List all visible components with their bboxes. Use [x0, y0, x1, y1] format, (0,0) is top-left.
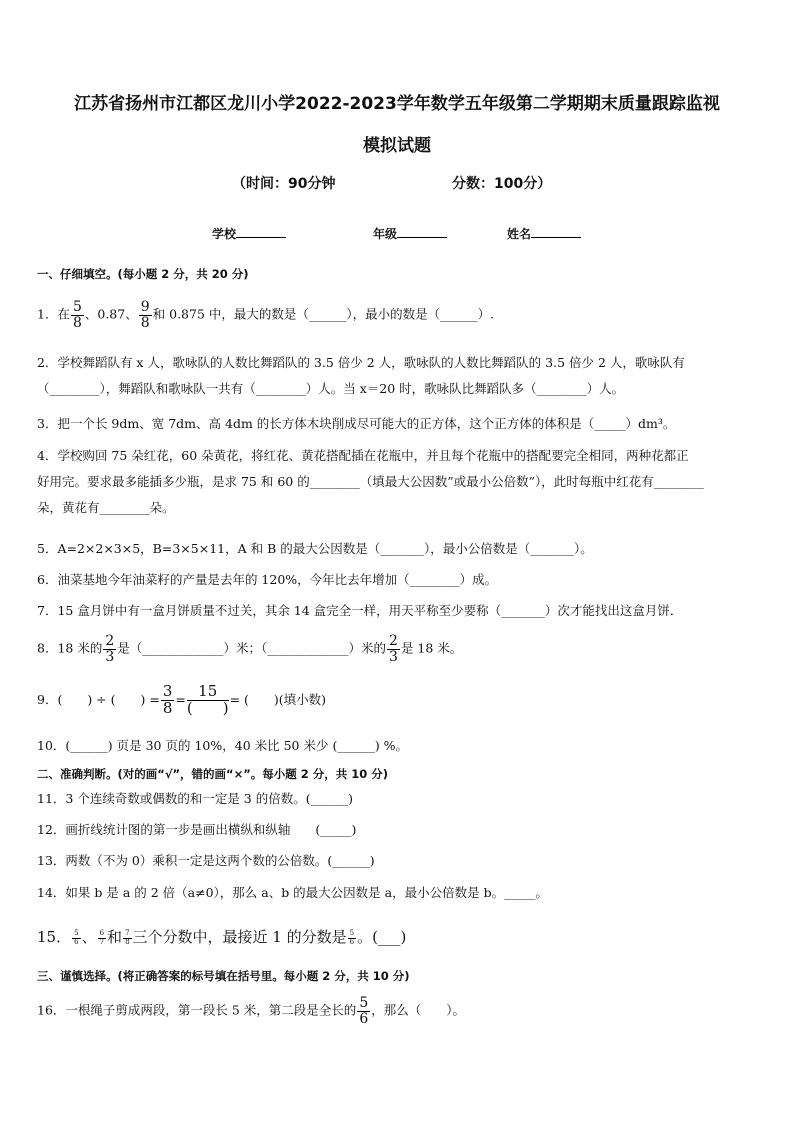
q15-f4-den: 6 — [349, 937, 355, 946]
q8-fraction-1 — [103, 634, 116, 664]
question-11: 11．3 个连续奇数或偶数的和一定是 3 的倍数。(______) — [37, 791, 353, 806]
q15-text-b: 三个分数中，最接近 1 的分数是 — [132, 928, 347, 946]
q9-equals: = — [175, 691, 186, 707]
q9-f1-den: 8 — [162, 698, 173, 717]
q1-f1-den: 8 — [72, 314, 82, 331]
grade-field — [373, 225, 447, 242]
q1-fraction-2 — [139, 300, 152, 330]
q9-f2-den: ( ) — [186, 698, 229, 717]
page-title-line2: 模拟试题 — [363, 136, 431, 156]
name-field — [507, 225, 581, 242]
q15-f2-den: 7 — [99, 937, 105, 946]
q8-text-a: 8．18 米的 — [37, 640, 103, 656]
q15-fraction-4 — [348, 930, 356, 946]
q15-f4-num: 5 — [349, 929, 355, 938]
q4-line-3: 朵，黄花有________朵。 — [37, 500, 175, 515]
q15-f3-den: 8 — [125, 937, 130, 946]
q16-f-den: 6 — [359, 1010, 369, 1027]
q8-f1-num: 2 — [105, 633, 115, 649]
question-13: 13．两数（不为 0）乘积一定是这两个数的公倍数。(______) — [37, 853, 375, 868]
q1-fraction-1 — [71, 300, 84, 330]
exam-score: 分数：100分） — [452, 176, 552, 192]
q1-text-a: 1．在 — [37, 306, 70, 322]
q15-f3-num: 7 — [125, 929, 130, 938]
question-4 — [37, 443, 762, 521]
q8-f2-num: 2 — [389, 633, 398, 649]
q15-f2-num: 6 — [99, 929, 105, 938]
q9-fraction-1 — [161, 684, 175, 717]
question-12: 12．画折线统计图的第一步是画出横纵和纵轴 (_____) — [37, 822, 357, 837]
question-6: 6．油菜基地今年油菜籽的产量是去年的 120%，今年比去年增加（________）成。 — [37, 572, 498, 587]
page-title: 江苏省扬州市江都区龙川小学2022-2023学年数学五年级第二学期期末质量跟踪监视 — [74, 94, 720, 114]
section-1-heading: 一、仔细填空。(每小题 2 分，共 20 分) — [37, 267, 249, 281]
q16-text-a: 16．一根绳子剪成两段，第一段长 5 米，第二段是全长的 — [37, 1002, 357, 1018]
section-2-heading: 二、准确判断。(对的画“√”，错的画“×”。每小题 2 分，共 10 分) — [37, 767, 389, 781]
question-10: 10．(______) 页是 30 页的 10%，40 米比 50 米少 (______) %。 — [37, 738, 409, 753]
question-1 — [37, 300, 762, 330]
question-9 — [37, 684, 762, 717]
question-14: 14．如果 b 是 a 的 2 倍（a≠0），那么 a、b 的最大公因数是 a，最小公倍数是 b。_____。 — [37, 885, 548, 900]
q2-line-1: 2．学校舞蹈队有 x 人，歌咏队的人数比舞蹈队的 3.5 倍少 2 人，歌咏队的人数比舞蹈队的 3.5 倍少 2 人，歌咏队有 — [37, 355, 685, 370]
q15-text-a: 15． — [37, 928, 72, 946]
q8-text-b: 是（_____________）米；（_____________）米的 — [117, 640, 387, 656]
q4-line-1: 4．学校购回 75 朵红花，60 朵黄花，将红花、黄花搭配插在花瓶中，并且每个花瓶中的搭配要完全相同，两种花都正 — [37, 448, 689, 463]
q15-and: 和 — [107, 928, 123, 946]
q15-f1-num: 5 — [74, 929, 79, 938]
q16-text-b: ，那么（ ）。 — [371, 1002, 465, 1018]
school-blank — [236, 226, 286, 238]
exam-time: （时间：90分钟 — [232, 176, 336, 192]
q15-fraction-2 — [98, 930, 106, 946]
q9-f1-num: 3 — [162, 682, 173, 700]
q15-text-c: 。(___) — [357, 928, 407, 946]
q1-f2-den: 8 — [140, 314, 150, 331]
q8-f1-den: 3 — [105, 648, 115, 665]
q9-text-a: 9．( ) ÷ ( ) = — [37, 691, 160, 707]
q1-text-c: 和 0.875 中，最大的数是（______），最小的数是（______）. — [152, 306, 495, 322]
q1-f2-num: 9 — [140, 299, 150, 315]
q8-fraction-2 — [387, 634, 400, 664]
q2-line-2: （________），舞蹈队和歌咏队一共有（________）人。当 x＝20 时，歌咏队比舞蹈队多（________）人。 — [37, 381, 625, 396]
q8-f2-den: 3 — [389, 648, 398, 665]
q16-f-num: 5 — [359, 995, 369, 1011]
q16-fraction — [357, 996, 370, 1026]
q8-text-c: 是 18 米。 — [400, 640, 463, 656]
question-8 — [37, 634, 762, 664]
q1-text-b: 、0.87、 — [84, 306, 138, 322]
question-15 — [37, 924, 762, 950]
name-label: 姓名 — [507, 227, 532, 241]
q15-separator: 、 — [81, 928, 97, 946]
grade-blank — [397, 226, 447, 238]
q15-fraction-3 — [123, 930, 131, 946]
q15-f1-den: 6 — [74, 937, 79, 946]
q1-f1-num: 5 — [72, 299, 82, 315]
question-7: 7．15 盒月饼中有一盒月饼质量不过关，其余 14 盒完全一样，用天平称至少要称（_______）次才能找出这盒月饼． — [37, 603, 683, 618]
question-16 — [37, 996, 762, 1026]
q9-fraction-2 — [187, 684, 229, 717]
question-5: 5．A=2×2×3×5，B=3×5×11，A 和 B 的最大公因数是（_______），最小公倍数是（_______）。 — [37, 541, 593, 556]
q15-fraction-1 — [72, 930, 80, 946]
question-2 — [37, 350, 762, 402]
school-label: 学校 — [212, 227, 237, 241]
section-3-heading: 三、谨慎选择。(将正确答案的标号填在括号里。每小题 2 分，共 10 分) — [37, 969, 410, 983]
q9-f2-num: 15 — [187, 684, 229, 701]
q4-line-2: 好用完。要求最多能插多少瓶，是求 75 和 60 的________（填最大公因数”或最小公倍数”），此时每瓶中红花有________ — [37, 474, 704, 489]
name-blank — [531, 226, 581, 238]
grade-label: 年级 — [373, 227, 398, 241]
school-field — [212, 225, 286, 242]
question-3: 3．把一个长 9dm、宽 7dm、高 4dm 的长方体木块削成尽可能大的正方体，这个正方体的体积是（_____）dm³。 — [37, 416, 676, 431]
q9-text-c: = ( )(填小数) — [229, 691, 327, 707]
